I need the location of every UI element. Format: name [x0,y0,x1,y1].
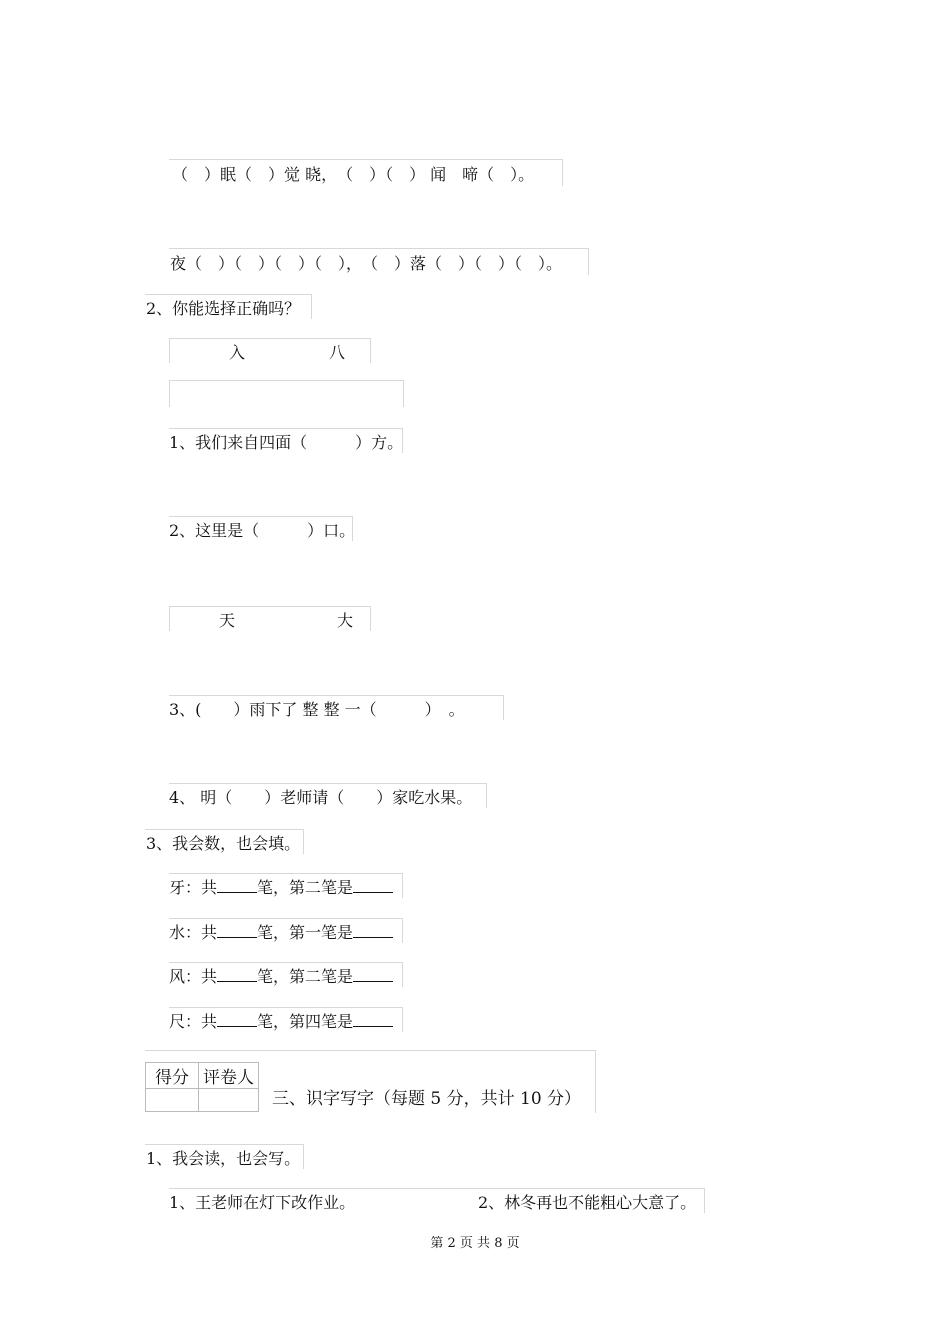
stroke-blank[interactable] [353,876,393,893]
pair2-option-a: 天 [219,611,236,630]
stroke-count-blank[interactable] [217,1010,257,1027]
grader-cell[interactable] [199,1089,259,1112]
stroke-count-blank[interactable] [217,921,257,938]
q3-row-prefix: 水：共 [169,923,218,942]
blank-frame [169,380,404,407]
q2-title: 2、你能选择正确吗？ [146,299,301,318]
q3-title: 3、我会数，也会填。 [146,834,301,853]
pair1-option-a: 入 [229,343,246,362]
sentence-2: 2、这里是（ ）口。 [169,521,356,540]
q3-row-suffix: 笔，第二笔是 [257,878,354,897]
pair2-option-b: 大 [337,611,354,630]
page-footer: 第 2 页 共 8 页 [430,1236,520,1251]
sentence-1: 1、我们来自四面（ ）方。 [169,433,404,452]
q3-row-prefix: 风：共 [169,967,218,986]
stroke-count-blank[interactable] [217,965,257,982]
s3-item-1: 1、王老师在灯下改作业。 [169,1193,356,1212]
s3-item-2: 2、林冬再也不能粗心大意了。 [478,1193,697,1212]
score-table [145,1062,259,1112]
stroke-count-blank[interactable] [217,876,257,893]
sentence-3: 3、( ）雨下了 整 整 一（ ） 。 [169,700,465,719]
q3-row [169,876,393,899]
poem-line-2: 夜（ ）（ ）（ ）（ ）， （ ）落（ ）（ ）（ ）。 [170,254,563,273]
score-cell[interactable] [146,1089,199,1112]
grader-header: 评卷人 [199,1063,259,1089]
section-3-title: 三、识字写字（每题 5 分，共计 10 分） [272,1089,582,1109]
s3-q1-title: 1、我会读，也会写。 [146,1149,301,1168]
poem-line-1: （ ）眠（ ）觉 晓， （ ）（ ） 闻 啼（ ）。 [172,165,535,184]
stroke-blank[interactable] [353,965,393,982]
q3-row [169,1010,393,1033]
pair1-option-b: 八 [329,343,346,362]
stroke-blank[interactable] [353,921,393,938]
q3-row-suffix: 笔，第四笔是 [257,1012,354,1031]
score-header: 得分 [146,1063,199,1089]
sentence-4: 4、 明（ ）老师请（ ）家吃水果。 [169,788,473,807]
q3-row-prefix: 尺：共 [169,1012,218,1031]
stroke-blank[interactable] [353,1010,393,1027]
q3-row-suffix: 笔，第一笔是 [257,923,354,942]
q3-row [169,921,393,944]
q3-row-suffix: 笔，第二笔是 [257,967,354,986]
q3-row [169,965,393,988]
q3-row-prefix: 牙：共 [169,878,218,897]
